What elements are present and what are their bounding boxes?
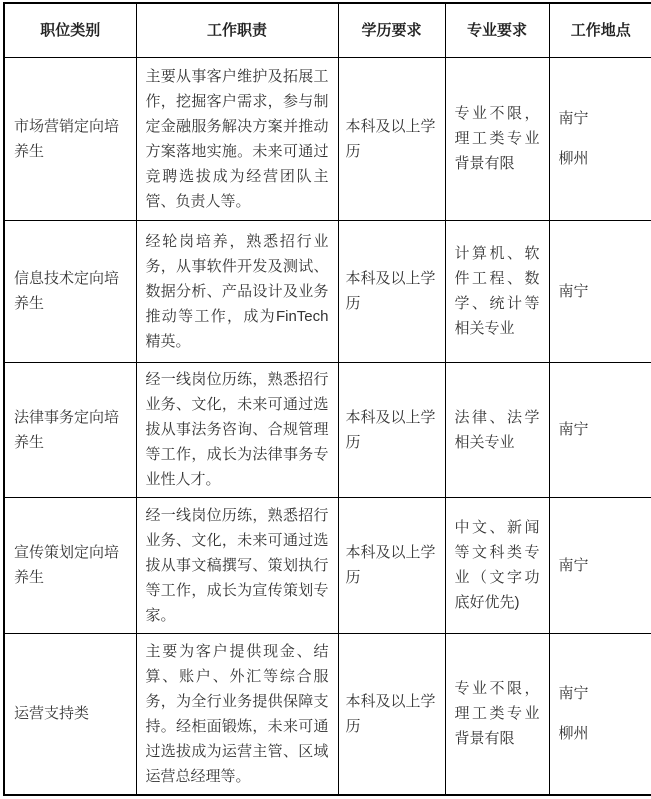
table-row [4, 57, 651, 220]
cell-education: 本科及以上学历 [338, 633, 445, 795]
cell-major: 专业不限，理工类专业背景有限 [445, 633, 549, 795]
cell-location [549, 57, 651, 220]
cell-major: 中文、新闻等文科类专业（文字功底好优先) [445, 497, 549, 633]
cell-duties: 主要从事客户维护及拓展工作，挖掘客户需求，参与制定金融服务解决方案并推动方案落地实施。未来可通过竞聘选拔成为经营团队主管、负责人等。 [136, 57, 338, 220]
location-line: 南宁 [558, 421, 589, 438]
cell-category: 市场营销定向培养生 [4, 57, 136, 220]
cell-category: 运营支持类 [4, 633, 136, 795]
cell-major: 专业不限，理工类专业背景有限 [445, 57, 549, 220]
cell-category: 法律事务定向培养生 [4, 362, 136, 497]
cell-category: 宣传策划定向培养生 [4, 497, 136, 633]
cell-education: 本科及以上学历 [338, 362, 445, 497]
cell-major: 计算机、软件工程、数学、统计等相关专业 [445, 220, 549, 362]
job-positions-table [3, 2, 651, 796]
table-row [4, 633, 651, 795]
table-header-row [4, 3, 651, 57]
header-cell-education: 学历要求 [338, 3, 445, 57]
location-line: 南宁 [558, 282, 589, 300]
cell-duties: 经一线岗位历练，熟悉招行业务、文化，未来可通过选拔从事文稿撰写、策划执行等工作，成长为宣传策划专家。 [136, 497, 338, 633]
cell-location [549, 633, 651, 795]
location-line: 柳州 [558, 725, 589, 743]
cell-category: 信息技术定向培养生 [4, 220, 136, 362]
location-line: 南宁 [558, 685, 589, 703]
table-row [4, 497, 651, 633]
cell-location [549, 362, 651, 497]
cell-location [549, 497, 651, 633]
cell-education: 本科及以上学历 [338, 220, 445, 362]
header-cell-location: 工作地点 [549, 3, 651, 57]
table-row [4, 220, 651, 362]
location-line: 南宁 [558, 110, 589, 127]
cell-duties: 主要为客户提供现金、结算、账户、外汇等综合服务，为全行业务提供保障支持。经柜面锻炼，未来可通过选拔成为运营主管、区域运营总经理等。 [136, 633, 338, 795]
table-row [4, 362, 651, 497]
location-line: 南宁 [558, 556, 589, 574]
cell-duties: 经一线岗位历练，熟悉招行业务、文化，未来可通过选拔从事法务咨询、合规管理等工作，成长为法律事务专业性人才。 [136, 362, 338, 497]
cell-duties: 经轮岗培养，熟悉招行业务，从事软件开发及测试、数据分析、产品设计及业务推动等工作，成为FinTech精英。 [136, 220, 338, 362]
cell-education: 本科及以上学历 [338, 57, 445, 220]
cell-location [549, 220, 651, 362]
header-cell-category: 职位类别 [4, 3, 136, 57]
header-cell-major: 专业要求 [445, 3, 549, 57]
cell-education: 本科及以上学历 [338, 497, 445, 633]
location-line: 柳州 [558, 150, 589, 167]
header-cell-duties: 工作职责 [136, 3, 338, 57]
cell-major: 法律、法学相关专业 [445, 362, 549, 497]
